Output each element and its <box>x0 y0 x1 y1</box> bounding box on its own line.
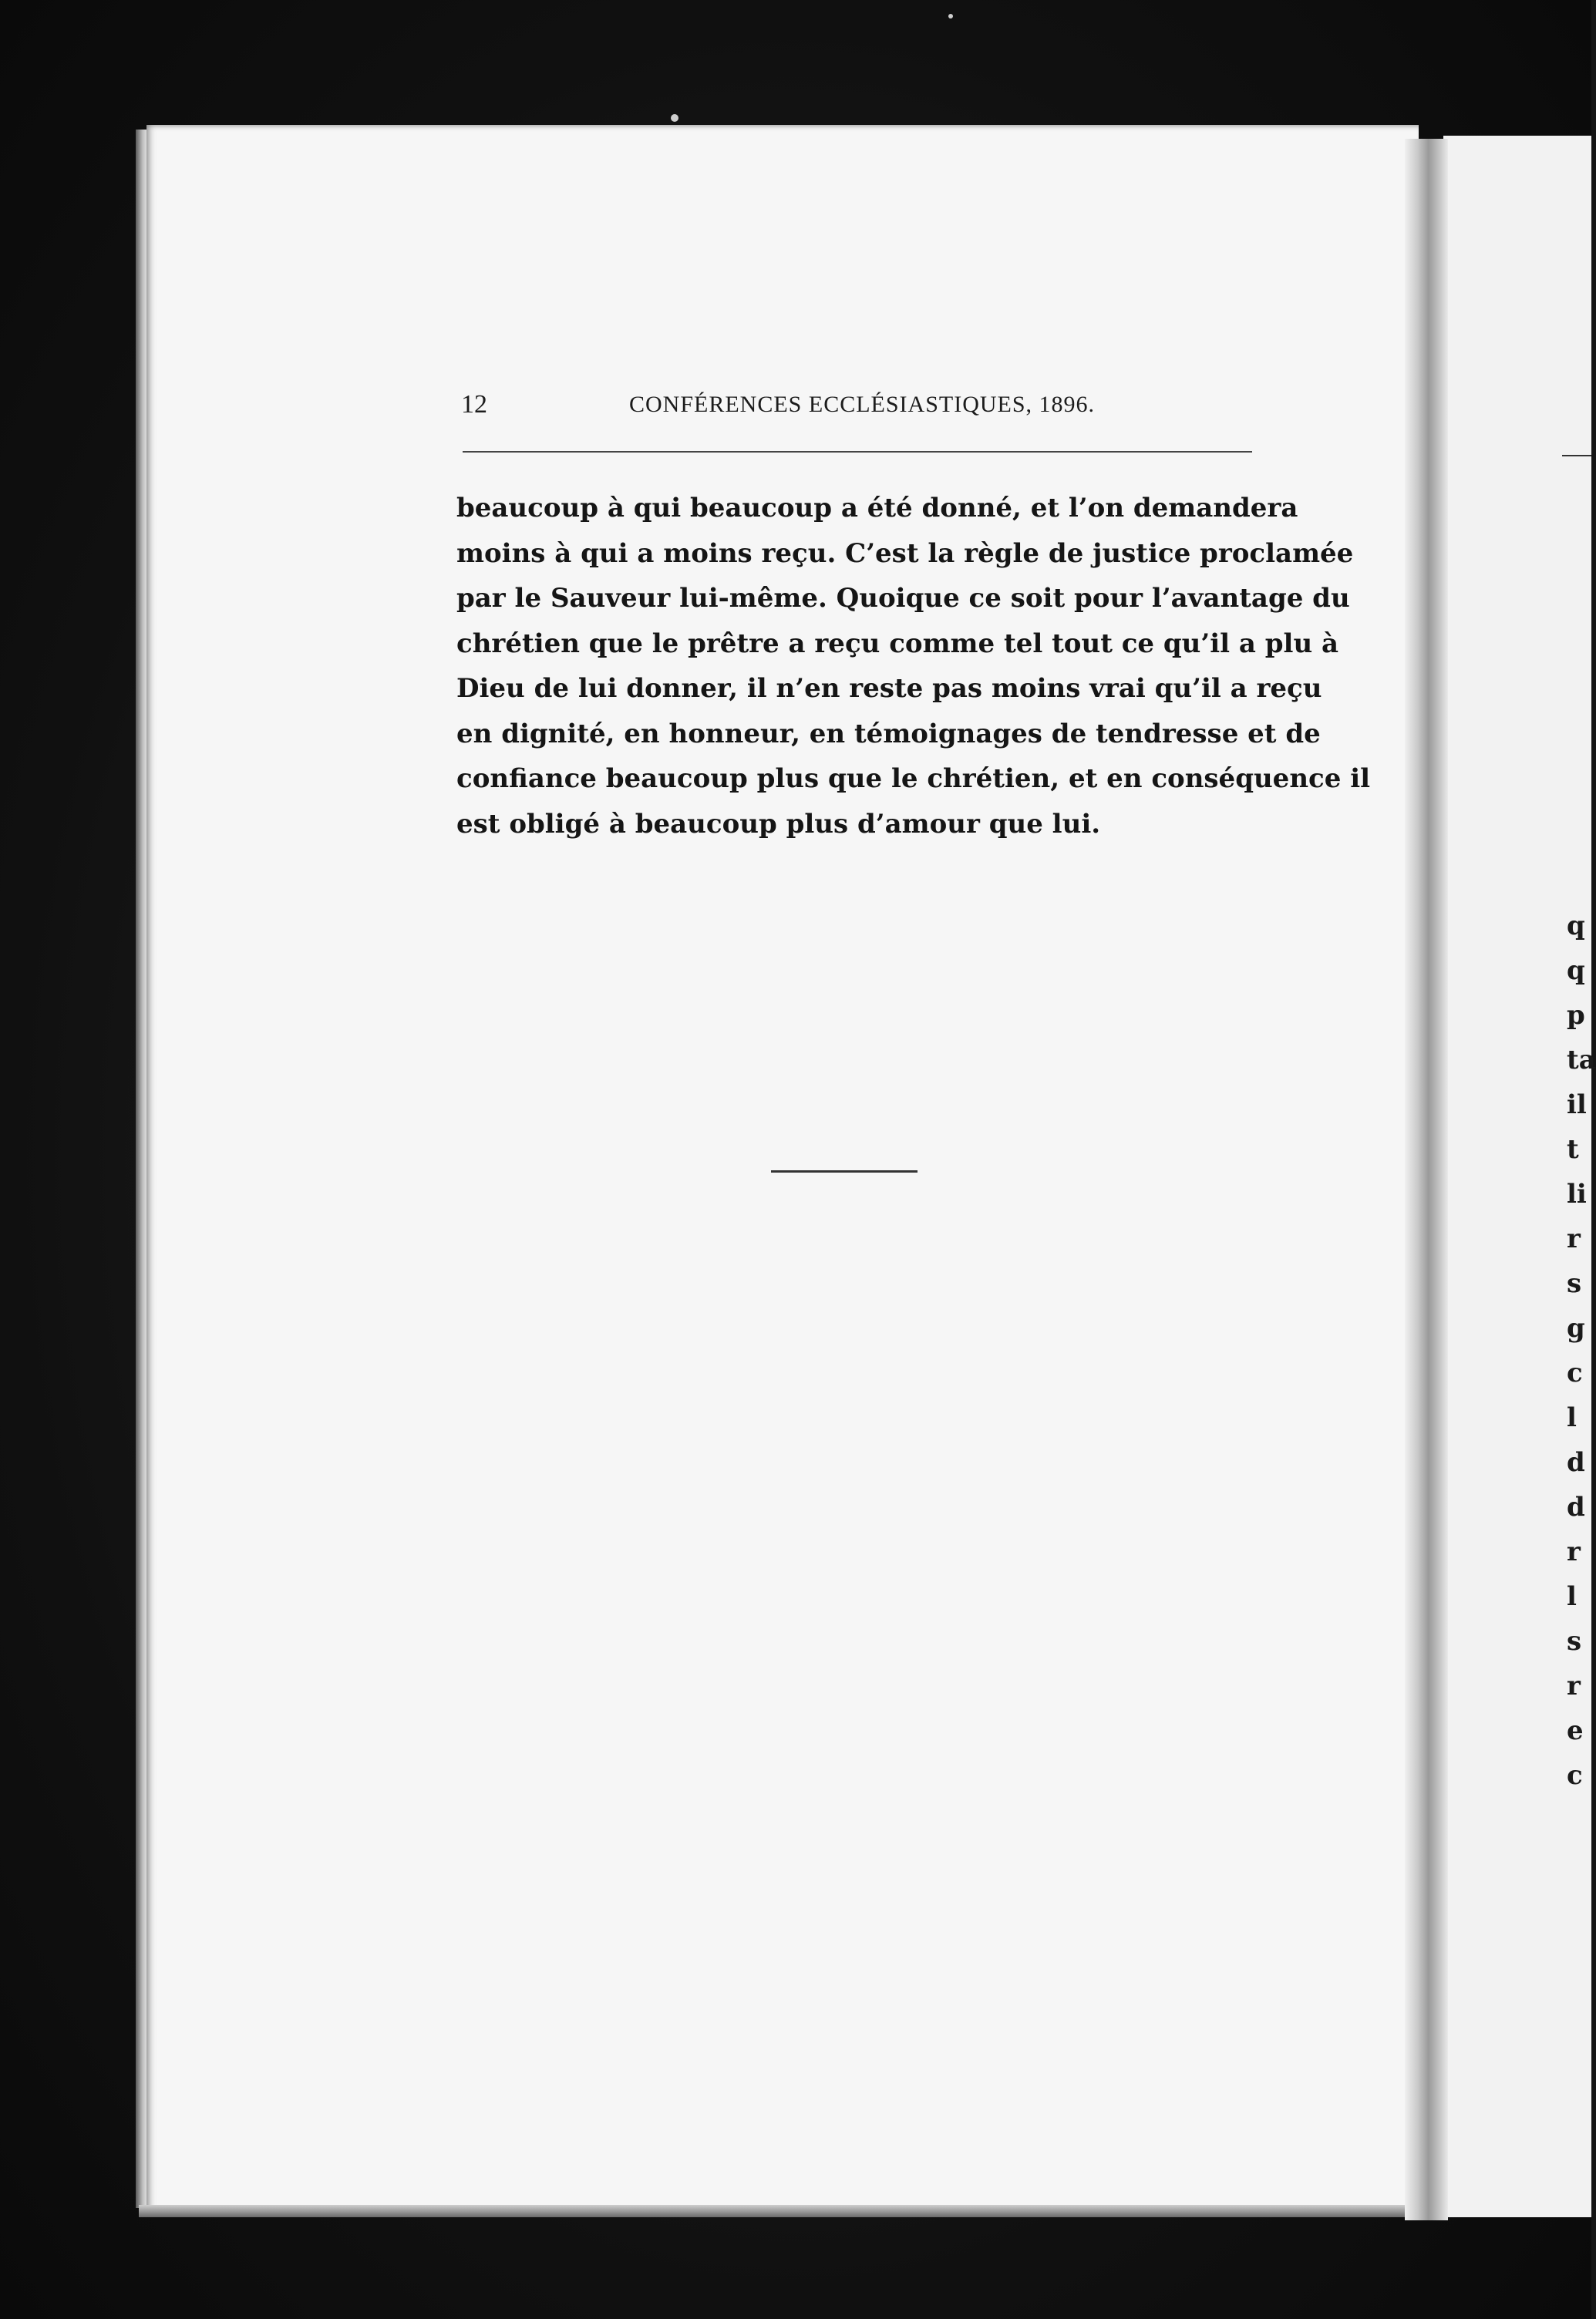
facing-page-fragment: d <box>1567 1447 1585 1478</box>
facing-page-fragment: ta <box>1567 1045 1596 1075</box>
facing-page-fragment: d <box>1567 1492 1585 1523</box>
text-line: par le Sauveur lui-même. Quoique ce soit pour l’avantage du <box>456 583 1350 614</box>
running-head <box>461 385 1248 424</box>
facing-page-fragment: r <box>1567 1671 1581 1701</box>
facing-page-fragment: r <box>1567 1223 1581 1254</box>
facing-page-fragment: t <box>1567 1134 1579 1165</box>
facing-page-text-fragments <box>1567 904 1596 1798</box>
text-line: en dignité, en honneur, en témoignages de tendresse et de <box>456 718 1321 749</box>
facing-page-fragment: l <box>1567 1402 1577 1433</box>
dust-speck <box>948 14 953 19</box>
facing-page-head-rule <box>1562 455 1591 456</box>
facing-page-fragment: s <box>1567 1268 1582 1299</box>
page-bottom-edge <box>139 2205 1434 2217</box>
text-line: est obligé à beaucoup plus d’amour que lui. <box>456 808 1101 840</box>
facing-page-fragment: c <box>1567 1358 1583 1388</box>
facing-page-fragment: q <box>1567 910 1585 941</box>
document-page <box>146 125 1419 2213</box>
facing-page-fragment: il <box>1567 1089 1587 1120</box>
running-head-title: CONFÉRENCES ECCLÉSIASTIQUES, 1896. <box>629 392 1096 417</box>
text-line: confiance beaucoup plus que le chrétien, et en conséquence il <box>456 763 1371 794</box>
text-line: beaucoup à qui beaucoup a été donné, et l’on demandera <box>456 493 1298 523</box>
facing-page-fragment: p <box>1567 1000 1585 1031</box>
facing-page-fragment: e <box>1567 1715 1584 1746</box>
text-line: chrétien que le prêtre a reçu comme tel tout ce qu’il a plu à <box>456 628 1339 659</box>
facing-page-fragment: l <box>1567 1581 1577 1612</box>
header-rule <box>463 451 1252 453</box>
facing-page-fragment: r <box>1567 1536 1581 1567</box>
page-number: 12 <box>461 390 487 419</box>
text-line: moins à qui a moins reçu. C’est la règle de justice proclamée <box>456 537 1354 569</box>
dust-speck <box>671 114 678 122</box>
facing-page-fragment: c <box>1567 1760 1583 1791</box>
section-end-rule <box>771 1170 918 1173</box>
book-gutter <box>1405 139 1448 2220</box>
text-line: Dieu de lui donner, il n’en reste pas moins vrai qu’il a reçu <box>456 673 1322 704</box>
facing-page-fragment: g <box>1567 1313 1585 1344</box>
facing-page-fragment: li <box>1567 1179 1587 1210</box>
facing-page-fragment: q <box>1567 955 1585 986</box>
facing-page-fragment: s <box>1567 1626 1582 1657</box>
body-paragraph <box>456 486 1371 846</box>
